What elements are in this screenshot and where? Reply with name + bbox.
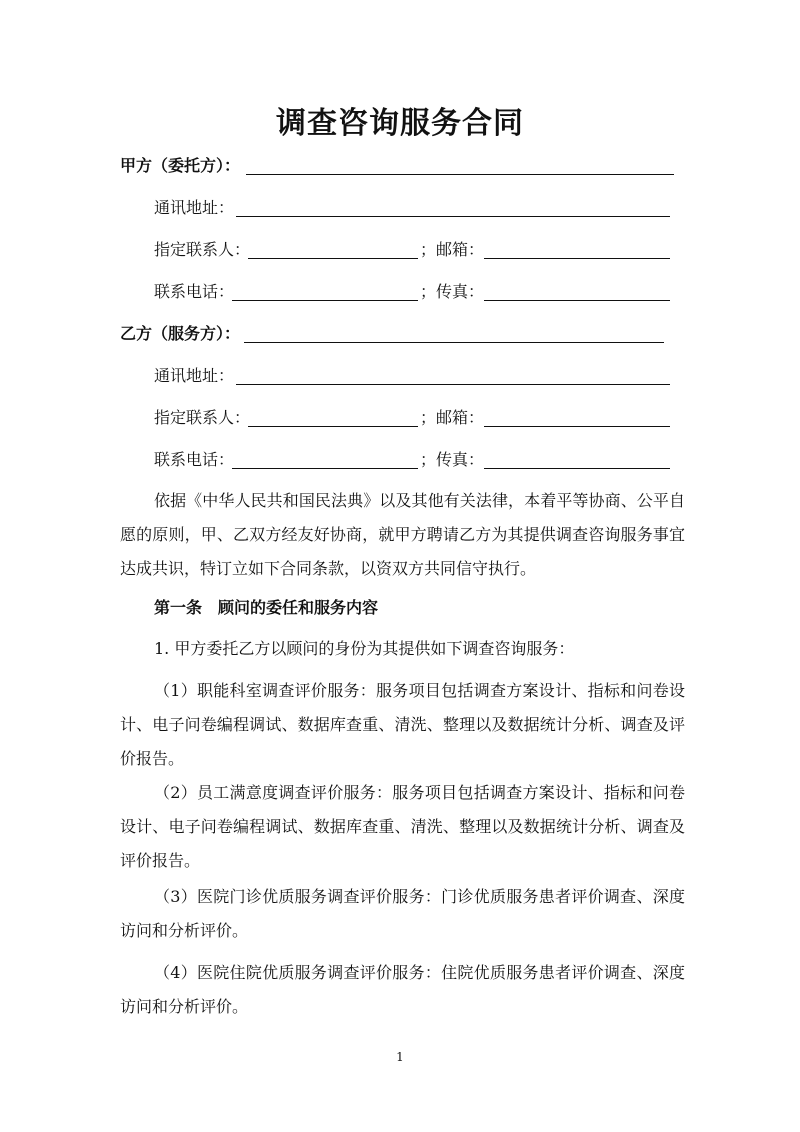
party-b-email-label: ；邮箱：	[420, 408, 485, 427]
party-a-label: 甲方（委托方）：	[120, 156, 241, 175]
service-item-2: （2）员工满意度调查评价服务：服务项目包括调查方案设计、指标和问卷设计、电子问卷编程调试、数据库查重、清洗、整理以及数据统计分析、调查及评价报告。	[120, 783, 685, 870]
party-b-label: 乙方（服务方）：	[120, 324, 241, 343]
party-a-email-blank[interactable]	[484, 258, 670, 259]
party-b-contact-blank[interactable]	[248, 426, 418, 427]
party-b-email-blank[interactable]	[484, 426, 670, 427]
party-b-fax-label: ；传真：	[420, 450, 485, 469]
party-a-address-blank[interactable]	[236, 216, 670, 217]
party-a-contact-blank[interactable]	[248, 258, 418, 259]
party-a-name-blank[interactable]	[246, 174, 674, 175]
party-a-address-label: 通讯地址：	[154, 198, 235, 217]
intro-paragraph: 依据《中华人民共和国民法典》以及其他有关法律，本着平等协商、公平自愿的原则，甲、乙双方经友好协商，就甲方聘请乙方为其提供调查咨询服务事宜达成共识，特订立如下合同条款，以资双方共同信守执行。	[120, 491, 685, 578]
party-b-contact-label: 指定联系人：	[154, 408, 251, 427]
party-a-phone-label: 联系电话：	[154, 282, 235, 301]
party-b-address-label: 通讯地址：	[154, 366, 235, 385]
party-a-contact-label: 指定联系人：	[154, 240, 251, 259]
service-item-1: （1）职能科室调查评价服务：服务项目包括调查方案设计、指标和问卷设计、电子问卷编程调试、数据库查重、清洗、整理以及数据统计分析、调查及评价报告。	[120, 681, 685, 768]
party-b-name-blank[interactable]	[244, 342, 664, 343]
party-a-fax-blank[interactable]	[484, 300, 670, 301]
article-1-heading: 第一条 顾问的委任和服务内容	[154, 598, 379, 617]
party-a-email-label: ；邮箱：	[420, 240, 485, 259]
party-b-phone-label: 联系电话：	[154, 450, 235, 469]
service-item-4: （4）医院住院优质服务调查评价服务：住院优质服务患者评价调查、深度访问和分析评价。	[120, 963, 685, 1016]
page-title: 调查咨询服务合同	[276, 106, 524, 141]
party-a-phone-blank[interactable]	[232, 300, 418, 301]
party-b-address-blank[interactable]	[236, 384, 670, 385]
page-number: 1	[396, 1050, 404, 1064]
service-item-3: （3）医院门诊优质服务调查评价服务：门诊优质服务患者评价调查、深度访问和分析评价。	[120, 887, 685, 940]
party-a-fax-label: ；传真：	[420, 282, 485, 301]
party-b-fax-blank[interactable]	[484, 468, 670, 469]
party-b-phone-blank[interactable]	[232, 468, 418, 469]
article-1-item-1: 1. 甲方委托乙方以顾问的身份为其提供如下调查咨询服务：	[154, 639, 575, 658]
